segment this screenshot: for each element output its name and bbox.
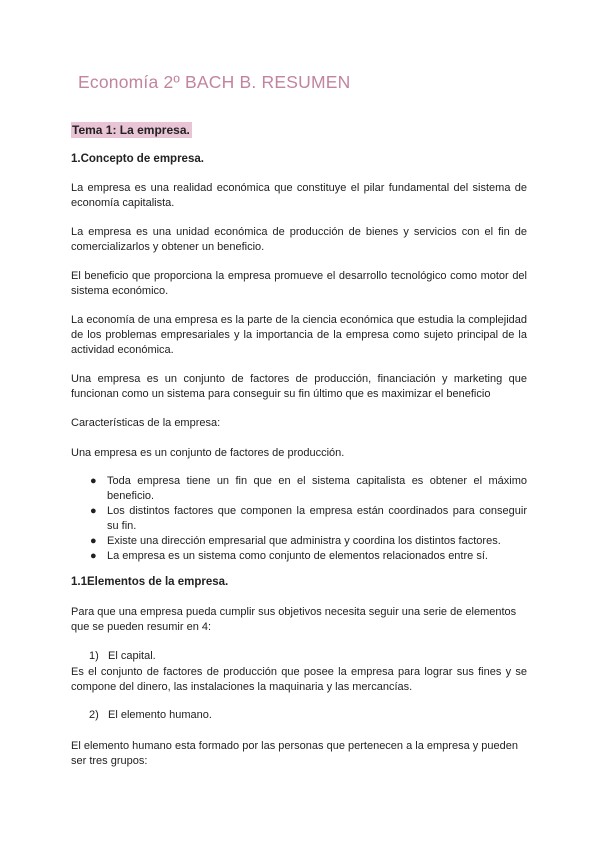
paragraph: El elemento humano esta formado por las personas que pertenecen a la empresa y pueden ser tres grupos: [71, 740, 519, 767]
list-item: ● La empresa es un sistema como conjunto de elementos relacionados entre sí. [90, 550, 488, 562]
heading-elementos: 1.1Elementos de la empresa. [71, 576, 229, 588]
section-heading-tema: Tema 1: La empresa. [72, 123, 190, 137]
list-item: ● Toda empresa tiene un fin que en el sistema capitalista es obtener el máximo beneficio. [90, 475, 527, 502]
characteristics-list [90, 474, 527, 564]
bullet-icon: ● [90, 535, 97, 547]
numbered-item: 1) El capital. [89, 650, 156, 662]
paragraph: Características de la empresa: [71, 417, 221, 429]
paragraph: Para que una empresa pueda cumplir sus objetivos necesita seguir una serie de elementos que se pueden resumir en 4: [71, 606, 517, 633]
bullet-icon: ● [90, 505, 97, 517]
heading-concepto: 1.Concepto de empresa. [71, 153, 204, 165]
paragraph: La economía de una empresa es la parte de la ciencia económica que estudia la complejidad de los problemas empresariales y la importancia de la empresa como sujeto principal de la actividad económica. [71, 314, 527, 356]
document-title: Economía 2º BACH B. RESUMEN [78, 72, 351, 92]
numbered-item: 2) El elemento humano. [89, 709, 212, 721]
bullet-icon: ● [90, 475, 97, 487]
paragraph: La empresa es una unidad económica de producción de bienes y servicios con el fin de comercializarlos y obtener un beneficio. [71, 226, 527, 253]
paragraph: Una empresa es un conjunto de factores de producción, financiación y marketing que funcionan como un sistema para conseguir su fin último que es maximizar el beneficio [71, 373, 527, 400]
paragraph: Es el conjunto de factores de producción que posee la empresa para lograr sus fines y se compone del dinero, las instalaciones la maquinaria y las mercancías. [71, 666, 527, 693]
list-item: ● Los distintos factores que componen la empresa están coordinados para conseguir su fin. [90, 505, 527, 532]
bullet-icon: ● [90, 550, 97, 562]
paragraph: La empresa es una realidad económica que constituye el pilar fundamental del sistema de economía capitalista. [71, 182, 527, 209]
paragraph: El beneficio que proporciona la empresa promueve el desarrollo tecnológico como motor del sistema económico. [71, 270, 527, 297]
list-item: ● Existe una dirección empresarial que administra y coordina los distintos factores. [90, 535, 501, 547]
paragraph: Una empresa es un conjunto de factores de producción. [71, 447, 345, 459]
